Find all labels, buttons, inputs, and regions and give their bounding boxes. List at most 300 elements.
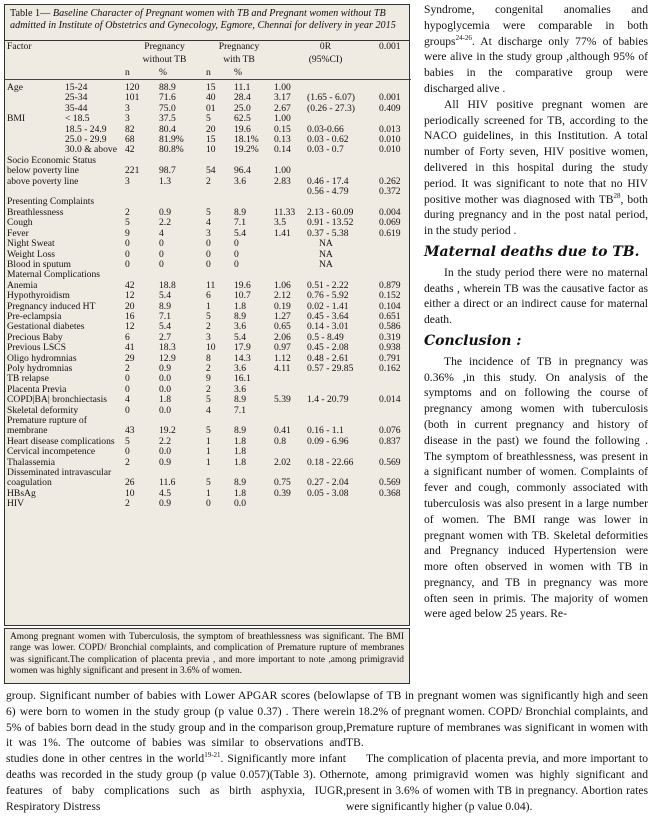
- table-cell: 75.0: [159, 102, 176, 114]
- table-cell: 12.9: [159, 352, 176, 364]
- heading-maternal-deaths: Maternal deaths due to TB.: [424, 243, 640, 260]
- table-cell: HBsAg: [7, 487, 36, 499]
- table-cell: 1.41: [274, 227, 291, 239]
- table-cell: [5, 135, 63, 145]
- table-body: [5, 80, 411, 510]
- table-cell: 3.6: [234, 321, 246, 333]
- table-cell: 0.14 - 3.01: [307, 321, 349, 333]
- table-cell: 221: [125, 165, 140, 177]
- table-cell: 0: [234, 258, 239, 270]
- table-cell: 0.0: [159, 446, 171, 458]
- table-cell: 0.586: [379, 321, 401, 333]
- table-cell: 0.152: [379, 290, 401, 302]
- table-cell: 3: [206, 227, 211, 239]
- table-row: [5, 80, 411, 94]
- table-cell: 42: [125, 144, 135, 156]
- table-cell: 0.14: [274, 144, 291, 156]
- table-cell: Fever: [7, 227, 29, 239]
- table-cell: 18.8: [159, 279, 176, 291]
- bottom-right-paragraph-2: The complication of placenta previa, and more important to note, among primigravid women was highly significant and present in 3.6% of women with TB in pregnancy. Abortion rates were significantly higher (p value 0.04).: [346, 752, 648, 813]
- table-cell: 2: [206, 175, 211, 187]
- table-cell: 0: [206, 248, 211, 260]
- table-cell: 1.00: [274, 82, 291, 93]
- table-cell: 0.010: [379, 144, 401, 156]
- table-cell: [272, 406, 305, 416]
- table-cell: Breathlessness: [7, 206, 64, 218]
- table-cell: [305, 406, 377, 416]
- table-cell: 0: [125, 383, 130, 395]
- table-cell: 0.48 - 2.61: [307, 352, 349, 364]
- table-cell: Disseminated intravascular: [7, 467, 112, 479]
- table-cell: COPD|BA| bronchiectasis: [7, 394, 108, 406]
- table-cell: 0.162: [379, 362, 401, 374]
- table-caption-text: Baseline Character of Pregnant women with TB and Pregnant women without TB admitted in Institute of Obstetrics and Gynecology, Egmore, Chennai for delivery in year 2015: [10, 8, 396, 31]
- table-cell: 0.004: [379, 206, 401, 218]
- table-cell: 0.9: [159, 456, 171, 468]
- table-cell: [377, 250, 411, 260]
- table-row: [5, 499, 411, 509]
- table-cell: Anemia: [7, 279, 38, 291]
- table-cell: 8.9: [234, 425, 246, 437]
- table-cell: 5: [206, 206, 211, 218]
- table-cell: 0.0: [159, 404, 171, 416]
- table-cell: 2.12: [274, 290, 291, 302]
- table-cell: 0.837: [379, 435, 401, 447]
- table-cell: Maternal Complications: [7, 269, 100, 281]
- table-cell: 4: [159, 227, 164, 239]
- table-cell: 0.39: [274, 487, 291, 499]
- table-cell: 0.16 - 1.1: [307, 425, 344, 437]
- table-cell: 0.319: [379, 331, 401, 343]
- table-cell: Poly hydromnias: [7, 362, 73, 374]
- table-cell: 68: [125, 134, 135, 146]
- table-cell: 1.06: [274, 279, 291, 291]
- table-cell: 1: [206, 300, 211, 312]
- table-cell: 16.1: [234, 373, 251, 385]
- table-cell: 1.8: [234, 456, 246, 468]
- table-cell: 1.00: [274, 113, 291, 125]
- table-cell: 0.9: [159, 498, 171, 510]
- table-cell: 0.104: [379, 300, 401, 312]
- header-grp1-line1: Pregnancy: [144, 41, 185, 53]
- table-cell: [63, 229, 123, 239]
- table-cell: 8: [206, 352, 211, 364]
- table-cell: 19.2: [159, 425, 176, 437]
- table-cell: 0.010: [379, 134, 401, 146]
- table-cell: 35-44: [65, 102, 88, 114]
- table-cell: 12: [125, 290, 135, 302]
- table-cell: 3: [125, 113, 130, 125]
- table-cell: 7.1: [234, 217, 246, 229]
- table-cell: 0.5 - 8.49: [307, 331, 344, 343]
- table-cell: 2: [125, 456, 130, 468]
- table-cell: 0.51 - 2.22: [307, 279, 349, 291]
- table-cell: NA: [319, 258, 333, 270]
- table-cell: 5: [206, 310, 211, 322]
- table-cell: 25.0: [234, 102, 251, 114]
- table-cell: 0.0: [159, 383, 171, 395]
- table-cell: 0: [125, 248, 130, 260]
- table-cell: 0.372: [379, 186, 401, 198]
- table-cell: 0: [234, 238, 239, 250]
- table-cell: 25.0 - 29.9: [65, 134, 107, 146]
- table-cell: [377, 80, 411, 94]
- table-cell: 7.1: [159, 310, 171, 322]
- table-cell: 0: [206, 498, 211, 510]
- table-row: [5, 291, 411, 301]
- table-cell: 3.6: [234, 362, 246, 374]
- table-note: [4, 628, 410, 684]
- table-cell: 0.262: [379, 175, 401, 187]
- table-cell: 81.9%: [159, 134, 184, 146]
- table-cell: Night Sweat: [7, 238, 55, 250]
- table-cell: 0.75: [274, 477, 291, 489]
- table-cell: (0.26 - 27.3): [307, 102, 355, 114]
- table-cell: 41: [125, 342, 135, 354]
- table-cell: 1.12: [274, 352, 291, 364]
- table-cell: 5.4: [159, 290, 171, 302]
- left-column-text: [6, 688, 346, 814]
- table-cell: 0.03 - 0.7: [307, 144, 344, 156]
- table-cell: Oligo hydromnias: [7, 352, 77, 364]
- table-cell: 19.6: [234, 279, 251, 291]
- table-cell: 0: [125, 258, 130, 270]
- table-cell: 2: [125, 362, 130, 374]
- table-cell: 2: [206, 383, 211, 395]
- table-cell: Thalassemia: [7, 456, 55, 468]
- table-cell: 4.11: [274, 362, 291, 374]
- table-cell: 0.014: [379, 394, 401, 406]
- table-cell: 98.7: [159, 165, 176, 177]
- table-cell: 2: [125, 498, 130, 510]
- table-caption: [5, 5, 409, 41]
- table-cell: 15: [206, 82, 216, 93]
- table-cell: 0.41: [274, 425, 291, 437]
- table-cell: [272, 374, 305, 384]
- table-cell: 71.6: [159, 92, 176, 104]
- table-cell: 3.5: [274, 217, 286, 229]
- table-cell: 1.8: [234, 300, 246, 312]
- table-cell: [305, 499, 377, 509]
- table-cell: 3: [206, 331, 211, 343]
- table-cell: 0.076: [379, 425, 401, 437]
- table-cell: 1: [206, 435, 211, 447]
- table-cell: [63, 499, 123, 509]
- table-cell: 2.2: [159, 435, 171, 447]
- table-note-text: Among pregnant women with Tuberculosis, the symptom of breathlessness was significant. The BMI range was lower. COPD/ Bronchial complaints, and complication of Premature rupture of membranes was significant.The complication of placenta previa , and more important to note ,among primigravid women was highly significant and present in 3.6% of women.: [10, 632, 404, 677]
- table-cell: 9: [125, 227, 130, 239]
- table-cell: [63, 281, 123, 291]
- table-cell: 0.13: [274, 134, 291, 146]
- table-cell: 0.03 - 0.62: [307, 134, 349, 146]
- table-cell: [5, 93, 63, 103]
- table-cell: 0: [125, 446, 130, 458]
- table-cell: 2.2: [159, 217, 171, 229]
- table-cell: 1.8: [234, 446, 246, 458]
- table-cell: 0.368: [379, 487, 401, 499]
- table-cell: BMI: [7, 113, 26, 125]
- table-cell: 0: [159, 248, 164, 260]
- table-cell: Premature rupture of: [7, 415, 87, 426]
- table-cell: 1: [206, 487, 211, 499]
- table-cell: 3.6: [234, 175, 246, 187]
- table-cell: 10: [206, 144, 216, 156]
- table-cell: 3.6: [234, 383, 246, 395]
- table-cell: 30.0 & above: [65, 144, 117, 156]
- table-cell: [272, 260, 305, 270]
- table-cell: 10: [206, 342, 216, 354]
- table-cell: 43: [125, 425, 135, 437]
- bottom-right-text: [346, 688, 648, 814]
- left-paragraph: group. Significant number of babies with Lower APGAR scores (below 6) were born to women in the study group (p value 0.37) . There were 5% of babies born dead in the study group and in the comparison group, it was 1%. The outcome of babies was similar to observations and studies done in other centres in the world$^{19-21}$. Significantly more infant deaths was recorded in the study group (p value 0.057)(Table 3). Other features of baby complications such as birth asphyxia, IUGR, Respiratory Distress: [6, 689, 346, 813]
- table-cell: [63, 333, 123, 343]
- table-cell: 0.97: [274, 342, 291, 354]
- table-cell: 2.67: [274, 102, 291, 114]
- table-cell: 0.09 - 6.96: [307, 435, 349, 447]
- table-cell: Placenta Previa: [7, 383, 67, 395]
- table-cell: 0.651: [379, 310, 401, 322]
- table-cell: 0.569: [379, 456, 401, 468]
- table-cell: 0.569: [379, 477, 401, 489]
- table-cell: below poverty line: [7, 165, 79, 177]
- table-cell: 0: [125, 404, 130, 416]
- table-cell: 3.17: [274, 92, 291, 104]
- header-factor: Factor: [7, 41, 32, 53]
- table-cell: NA: [319, 238, 333, 250]
- table-cell: 5: [206, 113, 211, 125]
- table-cell: [123, 187, 157, 197]
- right-paragraph-1: Syndrome, congenital anomalies and hypoglycemia were comparable in both groups$^{24-26}$. At discharge only 77% of babies were alive in the study group ,although 95% of babies in the comparative group were discharged alive .: [424, 3, 648, 95]
- table-cell: 8.9: [234, 477, 246, 489]
- table-cell: 1.3: [159, 175, 171, 187]
- table-cell: 5: [206, 425, 211, 437]
- table-cell: 5: [125, 435, 130, 447]
- table-cell: 1: [206, 446, 211, 458]
- table-cell: [63, 208, 123, 218]
- table-cell: [63, 343, 123, 353]
- table-cell: 7.1: [234, 404, 246, 416]
- table-cell: [272, 187, 305, 197]
- table-cell: above poverty line: [7, 175, 79, 187]
- table-cell: 0.91 - 13.52: [307, 217, 354, 229]
- table-cell: HIV: [7, 498, 25, 510]
- table-cell: Age: [7, 82, 23, 93]
- table-cell: [63, 291, 123, 301]
- table-cell: 26: [125, 477, 135, 489]
- header-grp1-line2: without TB: [142, 54, 187, 66]
- table-cell: 88.9: [159, 82, 176, 93]
- table-cell: [157, 187, 204, 197]
- table-cell: < 18.5: [65, 113, 90, 125]
- table-cell: Precious Baby: [7, 331, 63, 343]
- table-cell: TB relapse: [7, 373, 49, 385]
- table-cell: (1.65 - 6.07): [307, 92, 355, 104]
- table-cell: 17.9: [234, 342, 251, 354]
- table-cell: 29: [125, 352, 135, 364]
- table-cell: 0.0: [234, 498, 246, 510]
- table-cell: 1.4 - 20.79: [307, 394, 349, 406]
- data-table: [5, 41, 411, 510]
- table-cell: 1.27: [274, 310, 291, 322]
- table-cell: 6: [125, 331, 130, 343]
- table-cell: 5: [206, 477, 211, 489]
- table-cell: 1.8: [234, 435, 246, 447]
- table-cell: Hypothyroidism: [7, 290, 70, 302]
- table-cell: 37.5: [159, 113, 176, 125]
- table-row: [5, 343, 411, 353]
- table-cell: 20: [125, 300, 135, 312]
- right-paragraph-3: In the study period there were no maternal deaths , wherein TB was the causative factor as either a direct or an indirect cause for maternal death.: [424, 265, 648, 327]
- table-cell: 0.15: [274, 123, 291, 135]
- table-cell: [305, 156, 377, 166]
- table-cell: 42: [125, 279, 135, 291]
- table-cell: 8.9: [234, 310, 246, 322]
- table-cell: 120: [125, 82, 140, 93]
- table-cell: 0: [159, 258, 164, 270]
- table-cell: [272, 239, 305, 249]
- table-cell: [377, 406, 411, 416]
- table-cell: [63, 489, 123, 499]
- table-cell: Skeletal deformity: [7, 404, 79, 416]
- table-cell: 8.9: [234, 206, 246, 218]
- table-cell: 0.45 - 3.64: [307, 310, 349, 322]
- table-cell: 19.6: [234, 123, 251, 135]
- table-cell: [5, 125, 63, 135]
- bottom-right-paragraph-1: lapse of TB in pregnant women was significantly high and seen in 18.2% of pregnant women. COPD/ Bronchial complaints, and Premature rupture of membranes was significant in women with TB.: [346, 689, 648, 750]
- table-cell: 20: [206, 123, 216, 135]
- table-cell: 2: [206, 362, 211, 374]
- table-cell: 62.5: [234, 113, 251, 125]
- table-cell: NA: [319, 248, 333, 260]
- table-cell: Blood in sputum: [7, 258, 71, 270]
- table-cell: 5.39: [274, 394, 291, 406]
- header-or-line1: 0R: [319, 41, 332, 53]
- table-cell: Pre-eclampsia: [7, 310, 62, 322]
- table-cell: membrane: [7, 425, 48, 437]
- table-cell: 0: [234, 248, 239, 260]
- table-cell: 2.13 - 60.09: [307, 206, 354, 218]
- table-cell: 0.02 - 1.41: [307, 300, 349, 312]
- table-cell: 15-24: [65, 82, 88, 93]
- table-cell: coagulation: [7, 477, 52, 489]
- table-cell: [272, 499, 305, 509]
- table-cell: 0.013: [379, 123, 401, 135]
- table-cell: 80.8%: [159, 144, 184, 156]
- table-cell: 14.3: [234, 352, 251, 364]
- header-n1: n: [123, 67, 157, 80]
- table-cell: [377, 499, 411, 509]
- table-cell: 0.619: [379, 227, 401, 239]
- header-pct2: %: [232, 67, 272, 80]
- table-cell: [63, 478, 123, 488]
- table-cell: Cough: [7, 217, 33, 229]
- table-cell: 2: [206, 321, 211, 333]
- right-paragraph-4: The incidence of TB in pregnancy was 0.36% ,in this study. On analysis of the symptoms and on following the course of pregnancy among women with tuberculosis (both in current pregnancy and history of disease in the past) we found the following . The symptom of breathlessness, was present in a significant number of women. Complaints of fever and cough, commonly associated with tuberculosis was also present in a large number of women. The BMI range was lower in pregnant women with TB. Skeletal deformities and Pregnancy induced Hypertension were more often observed in women with TB in pregnancy, and TB in pregnancy was more often seen in primis. The majority of women were aged below 25 years. Re-: [424, 354, 648, 621]
- header-p: 0.001: [379, 41, 401, 53]
- baseline-table: [4, 4, 410, 626]
- table-cell: Weight Loss: [7, 248, 55, 260]
- table-cell: [63, 239, 123, 249]
- header-or-line2: (95%CI): [308, 54, 343, 66]
- table-cell: 0.27 - 2.04: [307, 477, 349, 489]
- table-cell: 4.5: [159, 487, 171, 499]
- table-cell: 11.6: [159, 477, 176, 489]
- table-cell: [63, 364, 123, 374]
- right-column-text: [424, 2, 648, 622]
- table-cell: 0.791: [379, 352, 401, 364]
- table-cell: 0.37 - 5.38: [307, 227, 349, 239]
- table-cell: [377, 156, 411, 166]
- table-cell: 2.83: [274, 175, 291, 187]
- table-cell: 80.4: [159, 123, 176, 135]
- header-pct1: %: [157, 67, 204, 80]
- table-cell: Gestational diabetes: [7, 321, 85, 333]
- table-cell: 8.9: [234, 394, 246, 406]
- table-cell: 16: [125, 310, 135, 322]
- table-cell: 11.1: [234, 82, 251, 93]
- table-cell: 11.33: [274, 206, 296, 218]
- table-cell: 3: [125, 175, 130, 187]
- table-cell: [377, 239, 411, 249]
- table-cell: 28.4: [234, 92, 251, 104]
- table-cell: 0.19: [274, 300, 291, 312]
- table-cell: 4: [206, 404, 211, 416]
- table-cell: Cervical incompetence: [7, 446, 96, 458]
- table-cell: 0.409: [379, 102, 401, 114]
- table-cell: Presenting Complaints: [7, 196, 95, 208]
- table-caption-label: Table 1—: [10, 8, 51, 19]
- header-grp2-line1: Pregnancy: [218, 41, 260, 53]
- table-cell: 1.8: [159, 394, 171, 406]
- table-cell: [232, 187, 272, 197]
- table-cell: 0.18 - 22.66: [307, 456, 354, 468]
- table-cell: [63, 218, 123, 228]
- heading-conclusion: Conclusion :: [424, 332, 522, 349]
- table-cell: 5: [125, 217, 130, 229]
- table-cell: 8.9: [159, 300, 171, 312]
- table-cell: 5: [206, 394, 211, 406]
- table-cell: 101: [125, 92, 140, 104]
- table-cell: 1.00: [274, 165, 291, 177]
- table-cell: [377, 374, 411, 384]
- table-cell: 0.0: [159, 373, 171, 385]
- table-cell: 0.9: [159, 362, 171, 374]
- table-cell: [272, 250, 305, 260]
- table-cell: 2: [125, 206, 130, 218]
- table-cell: 0.56 - 4.79: [307, 186, 349, 198]
- table-cell: [305, 80, 377, 94]
- table-cell: 5.4: [234, 331, 246, 343]
- table-cell: 10.7: [234, 290, 251, 302]
- table-cell: Previous LSCS: [7, 342, 66, 354]
- table-cell: 18.1%: [234, 134, 259, 146]
- table-cell: 11: [206, 279, 216, 291]
- table-cell: 01: [206, 102, 216, 114]
- table-cell: 9: [206, 373, 211, 385]
- table-cell: 40: [206, 92, 216, 104]
- table-cell: Pregnancy induced HT: [7, 300, 96, 312]
- table-cell: 2.02: [274, 456, 291, 468]
- table-cell: 6: [206, 290, 211, 302]
- table-cell: [377, 260, 411, 270]
- table-cell: 0.9: [159, 206, 171, 218]
- table-cell: 0: [159, 238, 164, 250]
- table-row: [5, 177, 411, 187]
- table-cell: 96.4: [234, 165, 251, 177]
- header-n2: n: [204, 67, 232, 80]
- table-cell: 4: [125, 394, 130, 406]
- table-cell: 0.05 - 3.08: [307, 487, 349, 499]
